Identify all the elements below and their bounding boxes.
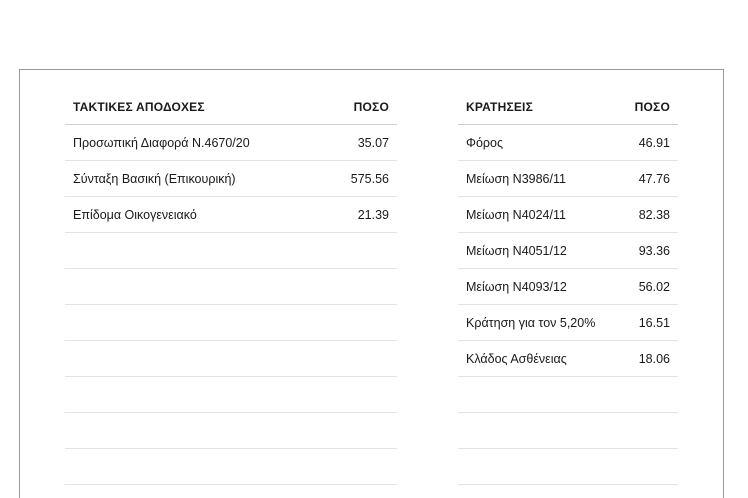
earnings-table bbox=[65, 89, 397, 498]
payslip-sheet bbox=[19, 69, 724, 498]
deductions-table bbox=[458, 89, 678, 498]
empty-row bbox=[65, 269, 397, 305]
deductions-header-row bbox=[458, 89, 678, 125]
table-row bbox=[458, 269, 678, 305]
table-row bbox=[65, 125, 397, 161]
deductions-item-amount: 18.06 bbox=[638, 351, 670, 366]
earnings-item-amount: 21.39 bbox=[357, 207, 389, 222]
table-row bbox=[458, 341, 678, 377]
earnings-item-label: Προσωπική Διαφορά Ν.4670/20 bbox=[73, 135, 250, 150]
earnings-header-row bbox=[65, 89, 397, 125]
empty-row bbox=[458, 449, 678, 485]
table-row bbox=[458, 233, 678, 269]
empty-row bbox=[65, 485, 397, 498]
empty-row bbox=[65, 449, 397, 485]
deductions-item-amount: 82.38 bbox=[638, 207, 670, 222]
table-row bbox=[458, 305, 678, 341]
empty-row bbox=[458, 377, 678, 413]
empty-row bbox=[458, 413, 678, 449]
deductions-header-amount: ΠΟΣΟ bbox=[634, 99, 670, 114]
empty-row bbox=[65, 233, 397, 269]
empty-row bbox=[65, 341, 397, 377]
earnings-header-amount: ΠΟΣΟ bbox=[353, 99, 389, 114]
table-row bbox=[65, 197, 397, 233]
deductions-item-label: Μείωση Ν4024/11 bbox=[466, 207, 566, 222]
deductions-item-label: Μείωση Ν4051/12 bbox=[466, 243, 567, 258]
deductions-item-label: Κράτηση για τον 5,20% bbox=[466, 315, 596, 330]
deductions-item-amount: 46.91 bbox=[638, 135, 670, 150]
deductions-item-amount: 16.51 bbox=[638, 315, 670, 330]
deductions-item-amount: 56.02 bbox=[638, 279, 670, 294]
deductions-item-amount: 47.76 bbox=[638, 171, 670, 186]
empty-row bbox=[458, 485, 678, 498]
table-row bbox=[458, 161, 678, 197]
deductions-item-label: Μείωση Ν4093/12 bbox=[466, 279, 567, 294]
deductions-header-label: ΚΡΑΤΗΣΕΙΣ bbox=[466, 99, 533, 114]
table-row bbox=[458, 125, 678, 161]
deductions-item-label: Φόρος bbox=[466, 135, 504, 150]
empty-row bbox=[65, 305, 397, 341]
deductions-item-label: Μείωση Ν3986/11 bbox=[466, 171, 566, 186]
table-row bbox=[65, 161, 397, 197]
earnings-header-label: ΤΑΚΤΙΚΕΣ ΑΠΟΔΟΧΕΣ bbox=[73, 99, 205, 114]
deductions-item-amount: 93.36 bbox=[638, 243, 670, 258]
earnings-item-amount: 575.56 bbox=[350, 171, 389, 186]
empty-row bbox=[65, 413, 397, 449]
deductions-item-label: Κλάδος Ασθένειας bbox=[466, 351, 567, 366]
earnings-item-amount: 35.07 bbox=[357, 135, 389, 150]
earnings-item-label: Σύνταξη Βασική (Επικουρική) bbox=[73, 171, 236, 186]
table-row bbox=[458, 197, 678, 233]
earnings-item-label: Επίδομα Οικογενειακό bbox=[73, 207, 197, 222]
empty-row bbox=[65, 377, 397, 413]
